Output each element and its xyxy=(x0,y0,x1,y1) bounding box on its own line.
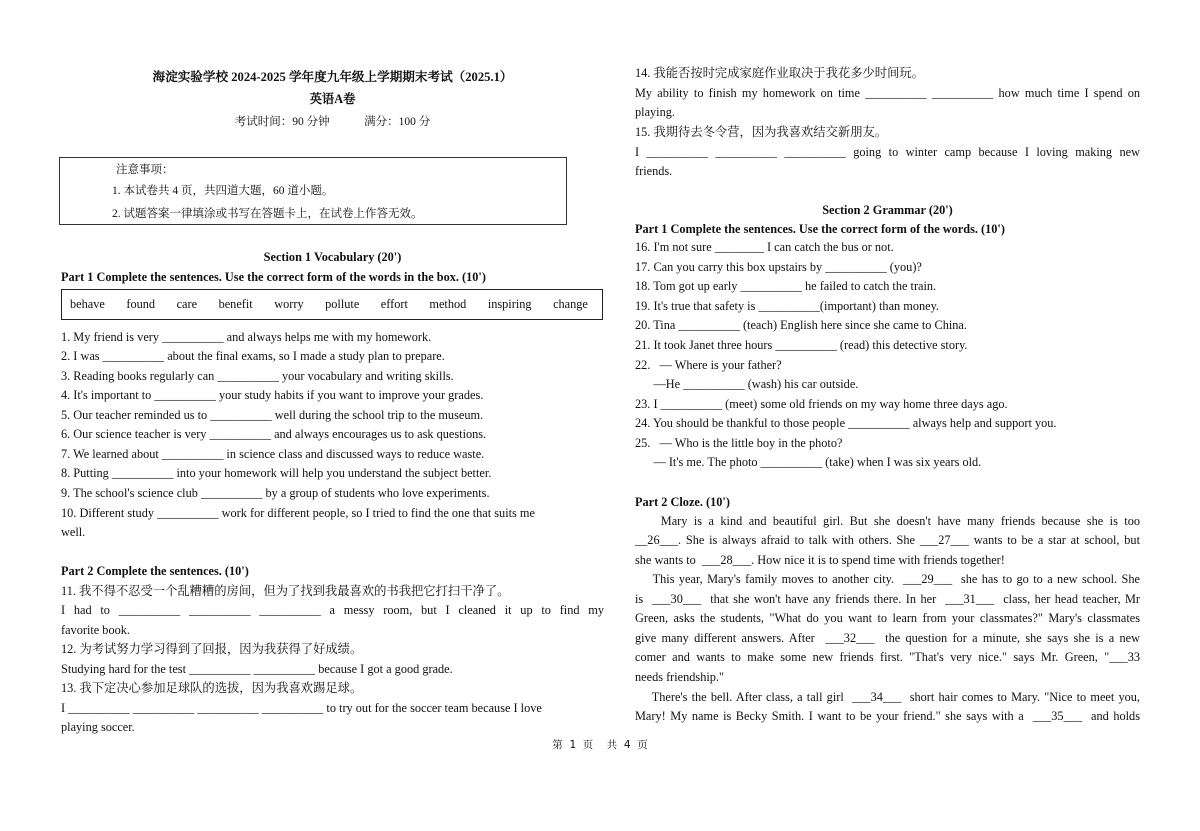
cloze-line: give many different answers. After ___32___ the question for a minute, she says she is a new xyxy=(635,631,1140,645)
word: inspiring xyxy=(487,297,532,311)
question-continued: friends. xyxy=(635,164,673,178)
section1-part2-title: Part 2 Complete the sentences. (10') xyxy=(61,564,249,578)
word: behave xyxy=(70,297,105,311)
notice-item: 1. 本试卷共 4 页，共四道大题，60 道小题。 xyxy=(112,185,334,197)
question: 7. We learned about __________ in science class and discussed ways to reduce waste. xyxy=(61,447,485,461)
question-answer: —He __________ (wash) his car outside. xyxy=(635,377,859,391)
word: change xyxy=(553,297,588,311)
question-prompt: 12. 为考试努力学习得到了回报，因为我获得了好成绩。 xyxy=(61,642,363,656)
word: found xyxy=(126,297,156,311)
question: 5. Our teacher reminded us to __________ well during the school trip to the museum. xyxy=(61,408,484,422)
section1-part1-title: Part 1 Complete the sentences. Use the correct form of the words in the box. (10') xyxy=(61,270,486,284)
word: care xyxy=(176,297,198,311)
question: I had to __________ __________ __________ a messy room, but I cleaned it up to find my xyxy=(61,603,604,617)
notice-heading: 注意事项： xyxy=(116,164,174,176)
notice-box xyxy=(59,157,567,225)
section2-part1-title: Part 1 Complete the sentences. Use the correct form of the words. (10') xyxy=(635,222,1005,236)
question-prompt: 14. 我能否按时完成家庭作业取决于我花多少时间玩。 xyxy=(635,66,924,80)
word-box xyxy=(61,289,603,320)
question: 21. It took Janet three hours __________ (read) this detective story. xyxy=(635,338,968,352)
cloze-line: comer and wants to make some new friends first. "That's very nice." says Mr. Green, "___33 xyxy=(635,650,1140,664)
cloze-line: she wants to ___28___. How nice it is to spend time with friends together! xyxy=(635,553,1005,567)
notice-item: 2. 试题答案一律填涂或书写在答题卡上，在试卷上作答无效。 xyxy=(112,208,423,220)
question: 18. Tom got up early __________ he failed to catch the train. xyxy=(635,279,937,293)
question: 24. You should be thankful to those people __________ always help and support you. xyxy=(635,416,1057,430)
section2-part2-title: Part 2 Cloze. (10') xyxy=(635,495,730,509)
question: I __________ __________ __________ going to winter camp because I loving making new xyxy=(635,145,1140,159)
cloze-line: __26___. She is always afraid to talk with others. She ___27___ wants to be a star at school, but xyxy=(635,533,1140,547)
question: 9. The school's science club __________ by a group of students who love experiments. xyxy=(61,486,490,500)
question: My ability to finish my homework on time __________ __________ how much time I spend on xyxy=(635,86,1140,100)
page-footer: 第 1 页 共 4 页 xyxy=(552,739,648,751)
question-continued: well. xyxy=(61,525,86,539)
question: 3. Reading books regularly can __________ your vocabulary and writing skills. xyxy=(61,369,454,383)
section2-title: Section 2 Grammar (20') xyxy=(822,203,953,217)
question: 16. I'm not sure ________ I can catch the bus or not. xyxy=(635,240,894,254)
exam-subtitle: 英语A卷 xyxy=(309,92,356,106)
question: 20. Tina __________ (teach) English here since she came to China. xyxy=(635,318,967,332)
word: effort xyxy=(380,297,408,311)
question: 23. I __________ (meet) some old friends on my way home three days ago. xyxy=(635,397,1008,411)
question-continued: favorite book. xyxy=(61,623,130,637)
cloze-line: Mary! My name is Becky Smith. I want to be your friend." she says with a ___35___ and holds xyxy=(635,709,1140,723)
question: 6. Our science teacher is very __________ and always encourages us to ask questions. xyxy=(61,427,487,441)
question: 4. It's important to __________ your study habits if you want to improve your grades. xyxy=(61,388,484,402)
cloze-line: is ___30___ that she won't have any friends there. In her ___31___ class, her head teacher, Mr xyxy=(635,592,1140,606)
word: benefit xyxy=(218,297,253,311)
word: pollute xyxy=(325,297,360,311)
section1-title: Section 1 Vocabulary (20') xyxy=(263,250,402,264)
cloze-line: Mary is a kind and beautiful girl. But she doesn't have many friends because she is too xyxy=(635,514,1141,528)
question: I __________ __________ __________ __________ to try out for the soccer team because I love xyxy=(61,701,542,715)
question: 8. Putting __________ into your homework will help you understand the subject better. xyxy=(61,466,492,480)
question: 17. Can you carry this box upstairs by __________ (you)? xyxy=(635,260,922,274)
exam-time-info: 考试时间：90 分钟 满分：100 分 xyxy=(234,116,431,128)
question: 10. Different study __________ work for different people, so I tried to find the one that suits me xyxy=(61,506,535,520)
question-prompt: 11. 我不得不忍受一个乱糟糟的房间，但为了找到我最喜欢的书我把它打扫干净了。 xyxy=(61,584,510,598)
question-prompt: 15. 我期待去冬令营，因为我喜欢结交新朋友。 xyxy=(635,125,888,139)
cloze-line: Green, asks the students, "What do you want to learn from your classmates?" Mary's classmates xyxy=(635,611,1140,625)
question-continued: playing. xyxy=(635,105,675,119)
exam-title: 海淀实验学校 2024-2025 学年度九年级上学期期末考试（2025.1） xyxy=(152,70,513,84)
cloze-line: There's the bell. After class, a tall girl ___34___ short hair comes to Mary. "Nice to meet you, xyxy=(635,690,1140,704)
word: worry xyxy=(274,297,304,311)
question-answer: — It's me. The photo __________ (take) when I was six years old. xyxy=(635,455,982,469)
question: 22. — Where is your father? xyxy=(635,358,782,372)
question: 1. My friend is very __________ and always helps me with my homework. xyxy=(61,330,432,344)
question: 25. — Who is the little boy in the photo? xyxy=(635,436,843,450)
word: method xyxy=(429,297,467,311)
question-continued: playing soccer. xyxy=(61,720,135,734)
question: 19. It's true that safety is __________(important) than money. xyxy=(635,299,939,313)
question: 2. I was __________ about the final exams, so I made a study plan to prepare. xyxy=(61,349,445,363)
question: Studying hard for the test __________ __________ because I got a good grade. xyxy=(61,662,453,676)
question-prompt: 13. 我下定决心参加足球队的选拔，因为我喜欢踢足球。 xyxy=(61,681,363,695)
cloze-line: needs friendship." xyxy=(635,670,725,684)
cloze-line: This year, Mary's family moves to another city. ___29___ she has to go to a new school. She xyxy=(635,572,1140,586)
